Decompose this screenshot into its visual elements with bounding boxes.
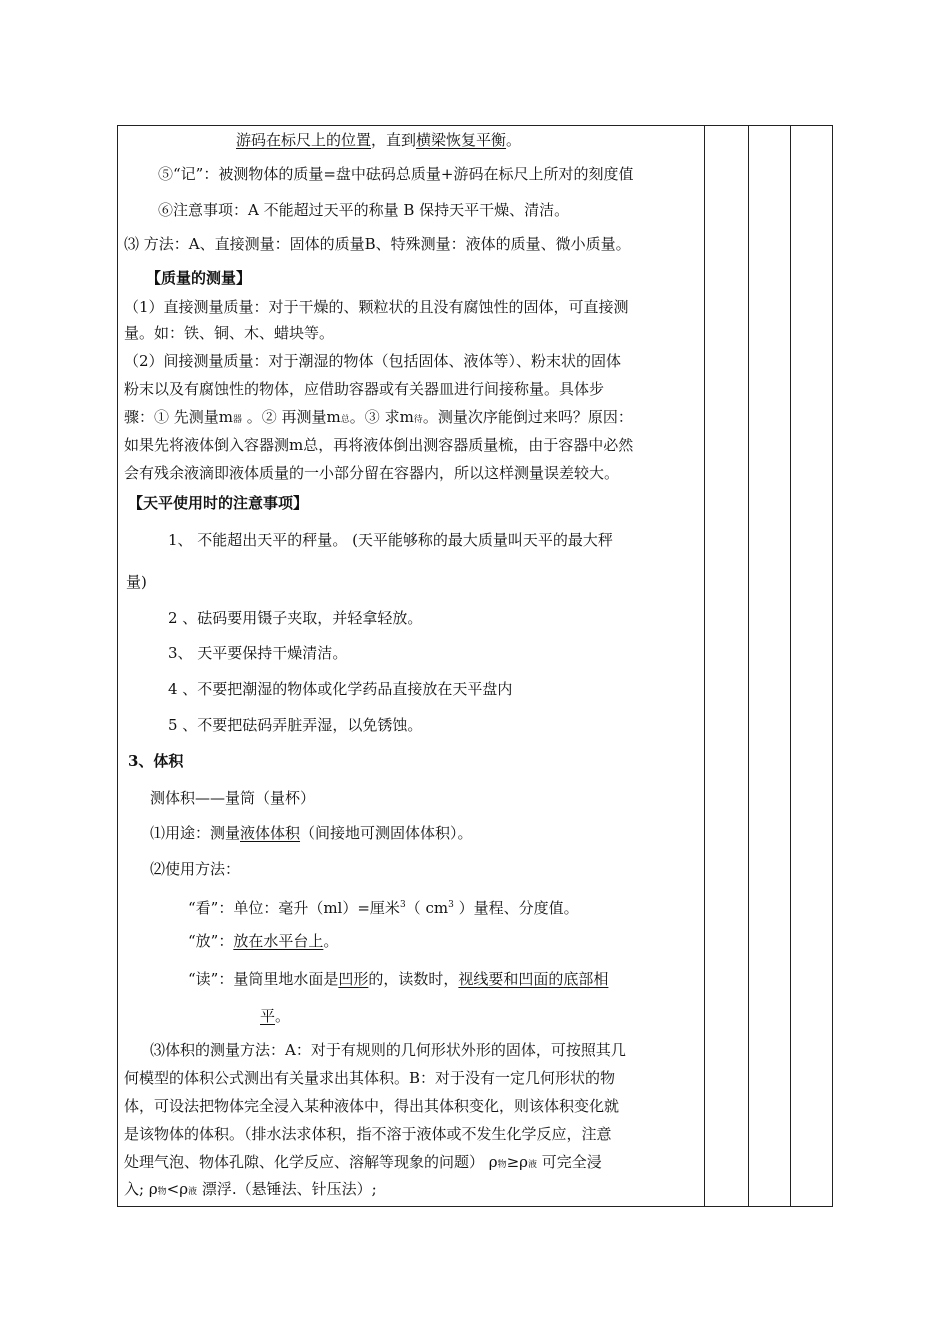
list-item: 量) [126, 573, 147, 591]
section-heading: 3、体积 [128, 752, 184, 770]
column-divider-2 [748, 126, 749, 1206]
table-frame [117, 125, 833, 1207]
underlined-text: 横梁恢复平衡 [416, 131, 507, 149]
list-item: 3、 天平要保持干燥清洁。 [168, 644, 348, 662]
text-line: 入; ρ物<ρ液 漂浮.（悬锤法、针压法）; [124, 1180, 377, 1198]
main-content-cell [118, 126, 704, 1206]
text-line: 测体积——量筒（量杯） [150, 789, 316, 807]
text-line: 粉末以及有腐蚀性的物体，应借助容器或有关器皿进行间接称量。具体步 [124, 380, 605, 398]
text-line: （1）直接测量质量：对于干燥的、颗粒状的且没有腐蚀性的固体，可直接测 [124, 298, 629, 316]
column-divider-1 [704, 126, 705, 1206]
text-span: ，直到 [371, 131, 417, 149]
text-line: （2）间接测量质量：对于潮湿的物体（包括固体、液体等）、粉末状的固体 [124, 352, 622, 370]
section-heading: 【天平使用时的注意事项】 [128, 494, 309, 512]
column-divider-3 [790, 126, 791, 1206]
text-line: ⑶体积的测量方法：A：对于有规则的几何形状外形的固体，可按照其几 [150, 1041, 626, 1059]
text-line: ⑵使用方法： [150, 860, 241, 878]
text-line: “读”：量筒里地水面是凹形的，读数时，视线要和凹面的底部相 [188, 970, 609, 988]
text-line: ⑴用途：测量液体体积（间接地可测固体体积）。 [150, 824, 473, 842]
text-line: ⑶ 方法：A、直接测量：固体的质量B、特殊测量：液体的质量、微小质量。 [124, 235, 631, 253]
text-line: “看”：单位：毫升（ml）=厘米$^3$（ $cm^3$ ）量程、分度值。 [188, 899, 579, 917]
list-item: 1、 不能超出天平的秤量。 (天平能够称的最大质量叫天平的最大秤 [168, 531, 613, 549]
list-item: 5 、不要把砝码弄脏弄湿，以免锈蚀。 [168, 716, 423, 734]
text-span: 。 [506, 131, 522, 149]
text-line: 体，可设法把物体完全浸入某种液体中，得出其体积变化，则该体积变化就 [124, 1097, 620, 1115]
underlined-text: 游码在标尺上的位置 [236, 131, 372, 149]
text-line: “放”：放在水平台上。 [188, 932, 339, 950]
text-line: 平。 [260, 1007, 291, 1025]
list-item: 4 、不要把潮湿的物体或化学药品直接放在天平盘内 [168, 680, 513, 698]
text-line [236, 130, 521, 150]
text-line: 如果先将液体倒入容器测m总，再将液体倒出测容器质量梳，由于容器中必然 [124, 436, 634, 454]
text-line: 是该物体的体积。（排水法求体积，指不溶于液体或不发生化学反应，注意 [124, 1125, 612, 1143]
text-line: ⑤“记”：被测物体的质量=盘中砝码总质量+游码在标尺上所对的刻度值 [158, 165, 634, 183]
text-line: 何模型的体积公式测出有关量求出其体积。B：对于没有一定几何形状的物 [124, 1069, 616, 1087]
text-line: 处理气泡、物体孔隙、化学反应、溶解等现象的问题） ρ物≥ρ液 可完全浸 [124, 1153, 602, 1171]
section-heading: 【质量的测量】 [146, 269, 252, 287]
text-line: 量。如：铁、铜、木、蜡块等。 [124, 324, 335, 342]
text-line: 会有残余液滴即液体质量的一小部分留在容器内，所以这样测量误差较大。 [124, 464, 620, 482]
text-line: 骤：① 先测量m器 。② 再测量m总。③ 求m待。测量次序能倒过来吗？原因： [124, 408, 633, 426]
text-line: ⑥注意事项：A 不能超过天平的称量 B 保持天平干燥、清洁。 [158, 201, 570, 219]
list-item: 2 、砝码要用镊子夹取，并轻拿轻放。 [168, 609, 423, 627]
